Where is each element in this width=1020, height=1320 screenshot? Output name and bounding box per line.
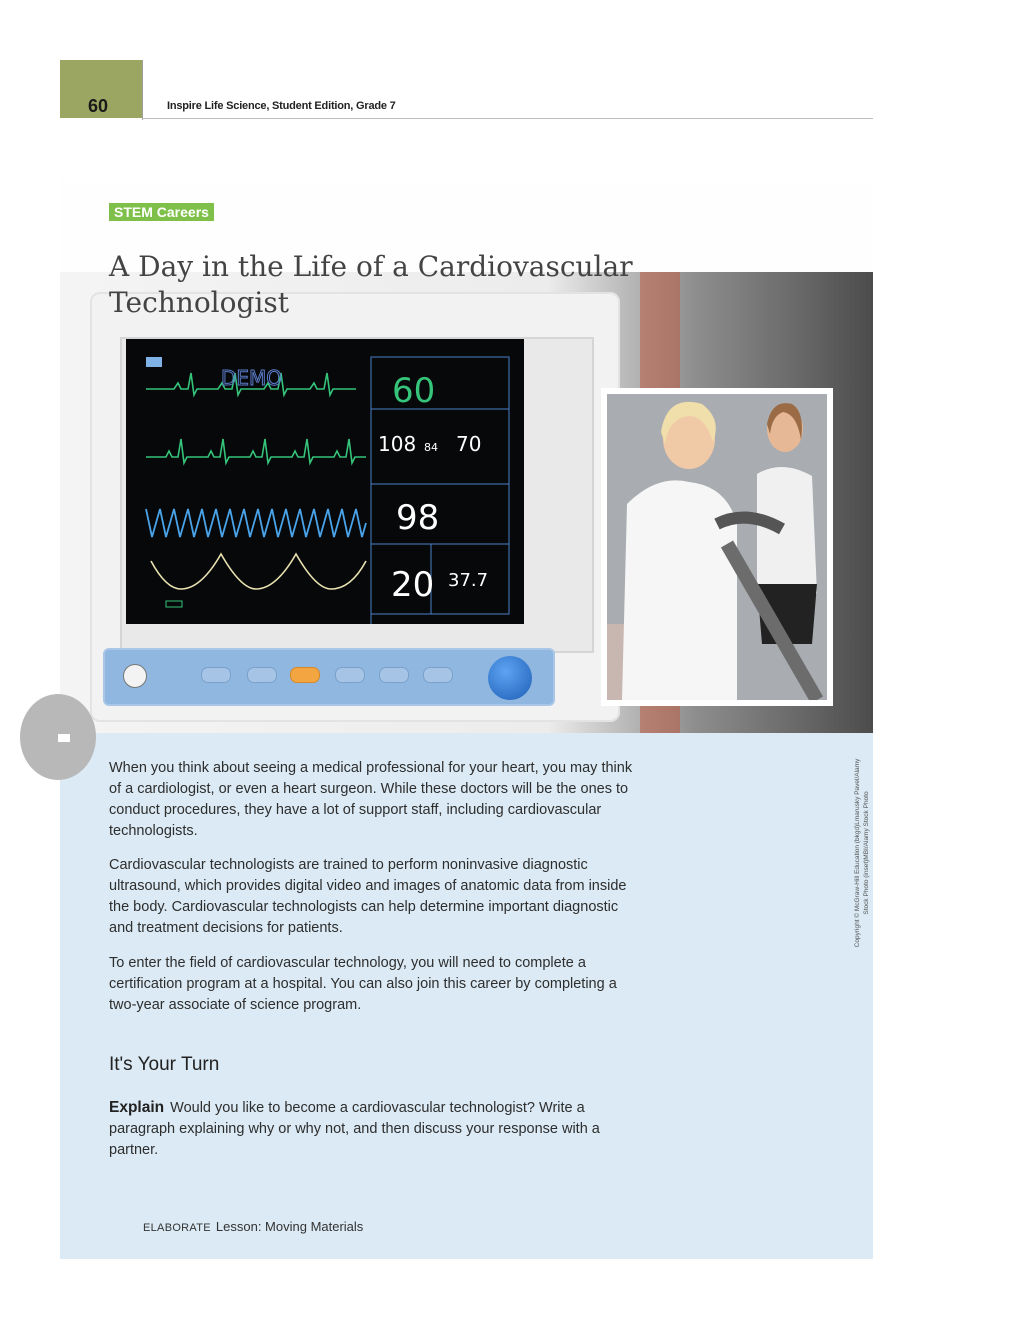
stem-careers-tag: STEM Careers	[109, 203, 214, 221]
explain-label: Explain	[109, 1099, 165, 1116]
demo-watermark: DEMO	[221, 366, 283, 390]
monitor-button-start	[379, 667, 409, 683]
ecg-trace-2	[146, 439, 366, 463]
bp-diastolic-value: 84	[424, 441, 438, 454]
monitor-button-record	[335, 667, 365, 683]
monitor-button-silence	[290, 667, 320, 683]
heart-rate-value: 60	[392, 371, 436, 411]
alarm-indicator	[166, 601, 182, 607]
monitor-control-knob	[488, 656, 532, 700]
photo-credit-line-2: Stock Photo (inset)MBI/Alamy Stock Photo	[863, 791, 870, 915]
footer-phase-tag: ELABORATE	[143, 1222, 211, 1234]
monitor-button-main	[201, 667, 231, 683]
stress-test-photo	[607, 394, 827, 700]
monitor-button-freeze	[247, 667, 277, 683]
page-edge-tab-marker	[58, 734, 70, 742]
header-divider-horizontal	[142, 118, 873, 119]
vitals-display	[126, 339, 524, 624]
explain-text: Would you like to become a cardiovascular technologist? Write a paragraph explaining why or why not, and then discuss your response with a partner.	[109, 1100, 600, 1158]
bp-mean-value: 70	[456, 432, 482, 456]
monitor-button-menu	[423, 667, 453, 683]
your-turn-heading: It's Your Turn	[109, 1054, 220, 1075]
explain-prompt	[109, 1097, 649, 1161]
temperature-value: 37.7	[448, 570, 489, 591]
body-paragraph-3: To enter the field of cardiovascular technology, you will need to complete a certification program at a hospital. You can also join this career by completing a two-year associate of science program.	[109, 955, 617, 1013]
bp-systolic-value: 108	[378, 432, 417, 456]
page-number: 60	[88, 96, 109, 116]
monitor-screen	[126, 339, 524, 624]
article-title: A Day in the Life of a Cardiovascular Technologist	[109, 250, 633, 319]
spo2-value: 98	[396, 498, 440, 538]
body-paragraph-2: Cardiovascular technologists are trained to perform noninvasive diagnostic ultrasound, which provides digital video and images of anatomic data from inside the body. Cardiovascular technologists can help determine important diagnostic and treatment decisions for patients.	[109, 857, 627, 936]
stress-test-illustration	[607, 394, 827, 700]
lesson-footer	[143, 1219, 363, 1234]
body-paragraph-1: When you think about seeing a medical professional for your heart, you may think of a cardiologist, or even a heart surgeon. While these doctors will be the ones to conduct procedures, they have a lot of support staff, including cardiovascular technologists.	[109, 760, 633, 839]
pleth-trace	[146, 509, 366, 537]
footer-lesson: Lesson: Moving Materials	[215, 1219, 364, 1234]
resp-rate-value: 20	[391, 565, 435, 605]
power-icon	[123, 664, 147, 688]
status-chip	[146, 357, 162, 367]
photo-credit-line-1: Copyright © McGraw-Hill Education (bkgd)Lmarusky Pavel/Alamy	[854, 758, 861, 948]
resp-trace	[151, 554, 366, 589]
book-title: Inspire Life Science, Student Edition, Grade 7	[167, 100, 396, 112]
photo-credit	[853, 753, 871, 953]
